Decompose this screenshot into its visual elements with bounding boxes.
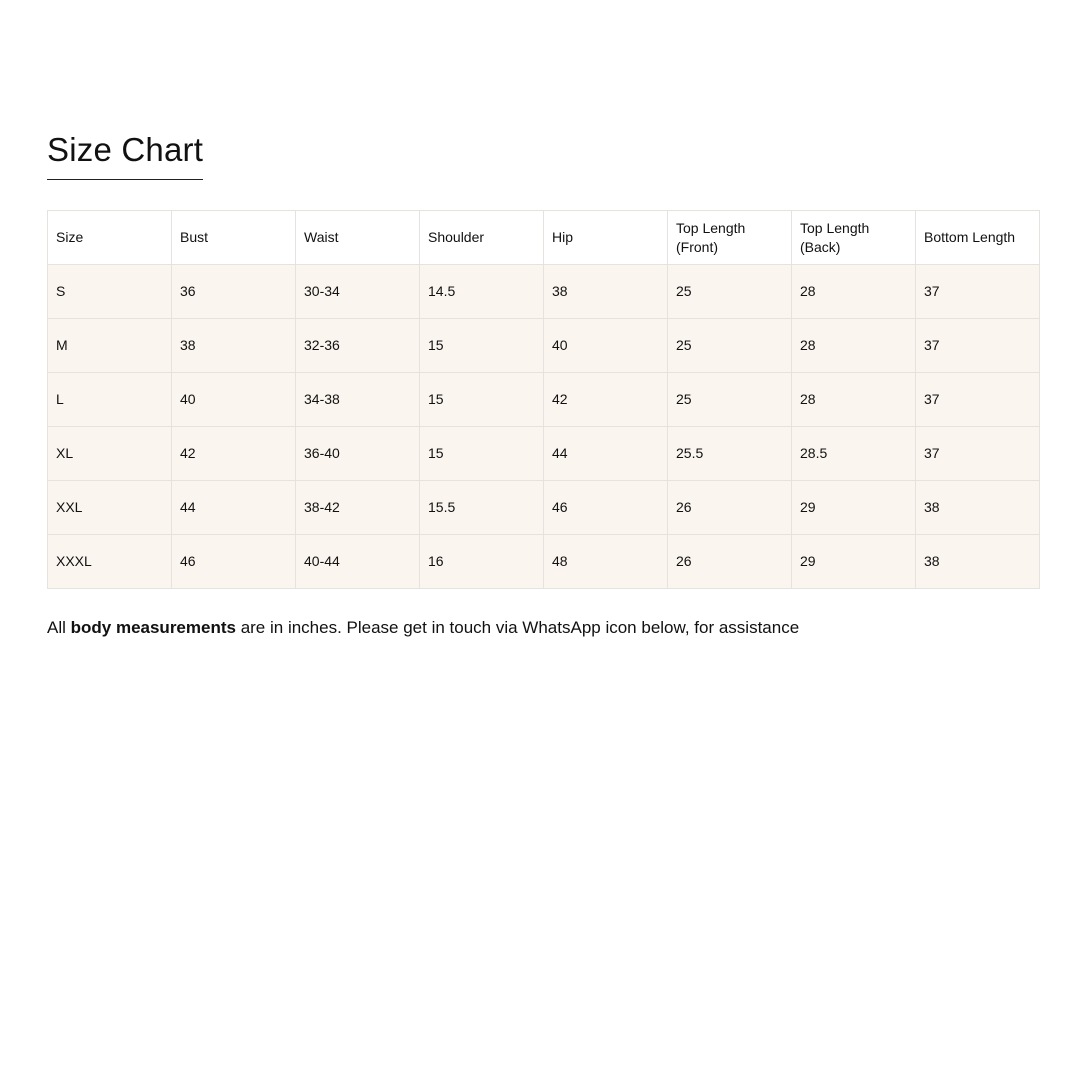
header-cell: Bottom Length xyxy=(916,211,1040,265)
table-cell: 29 xyxy=(792,535,916,589)
table-cell: M xyxy=(48,319,172,373)
note-suffix: are in inches. Please get in touch via WhatsApp icon below, for assistance xyxy=(235,618,800,637)
table-cell: 15 xyxy=(420,427,544,481)
table-cell: 26 xyxy=(668,481,792,535)
table-cell: L xyxy=(48,373,172,427)
table-cell: 15 xyxy=(420,319,544,373)
table-cell: 25.5 xyxy=(668,427,792,481)
table-cell: 25 xyxy=(668,265,792,319)
header-cell: Hip xyxy=(544,211,668,265)
table-cell: XXXL xyxy=(48,535,172,589)
table-cell: S xyxy=(48,265,172,319)
table-cell: XXL xyxy=(48,481,172,535)
table-header-row xyxy=(48,211,1040,265)
header-cell: Size xyxy=(48,211,172,265)
page-title: Size Chart xyxy=(47,131,204,168)
table-cell: 14.5 xyxy=(420,265,544,319)
header-cell: Top Length (Front) xyxy=(668,211,792,265)
table-cell: 42 xyxy=(172,427,296,481)
table-row xyxy=(48,319,1040,373)
table-cell: 36-40 xyxy=(296,427,420,481)
table-cell: 38 xyxy=(544,265,668,319)
table-cell: 25 xyxy=(668,373,792,427)
table-cell: 15.5 xyxy=(420,481,544,535)
table-row xyxy=(48,535,1040,589)
table-cell: 38 xyxy=(916,481,1040,535)
header-cell: Bust xyxy=(172,211,296,265)
table-cell: 40 xyxy=(544,319,668,373)
table-cell: 44 xyxy=(544,427,668,481)
table-cell: 40-44 xyxy=(296,535,420,589)
table-cell: 28 xyxy=(792,373,916,427)
table-cell: 36 xyxy=(172,265,296,319)
table-row xyxy=(48,427,1040,481)
header-cell: Top Length (Back) xyxy=(792,211,916,265)
table-cell: 16 xyxy=(420,535,544,589)
table-row xyxy=(48,373,1040,427)
table-cell: 28 xyxy=(792,319,916,373)
table-cell: 40 xyxy=(172,373,296,427)
table-row xyxy=(48,481,1040,535)
measurement-note xyxy=(47,617,799,639)
table-cell: 42 xyxy=(544,373,668,427)
table-cell: 25 xyxy=(668,319,792,373)
table-cell: 37 xyxy=(916,373,1040,427)
table-cell: 37 xyxy=(916,265,1040,319)
table-row xyxy=(48,265,1040,319)
table-cell: 26 xyxy=(668,535,792,589)
note-bold: body measurements xyxy=(70,618,236,637)
table-cell: 37 xyxy=(916,427,1040,481)
table-cell: XL xyxy=(48,427,172,481)
table-cell: 46 xyxy=(544,481,668,535)
table-cell: 38 xyxy=(172,319,296,373)
header-cell: Shoulder xyxy=(420,211,544,265)
table-cell: 32-36 xyxy=(296,319,420,373)
note-prefix: All xyxy=(47,618,71,637)
table-cell: 48 xyxy=(544,535,668,589)
header-cell: Waist xyxy=(296,211,420,265)
table-cell: 38 xyxy=(916,535,1040,589)
table-cell: 28 xyxy=(792,265,916,319)
table-cell: 30-34 xyxy=(296,265,420,319)
table-cell: 29 xyxy=(792,481,916,535)
table-cell: 44 xyxy=(172,481,296,535)
table-cell: 38-42 xyxy=(296,481,420,535)
table-cell: 46 xyxy=(172,535,296,589)
table-cell: 37 xyxy=(916,319,1040,373)
title-underline xyxy=(47,179,203,180)
table-cell: 15 xyxy=(420,373,544,427)
size-chart-table xyxy=(47,210,1040,589)
table-cell: 28.5 xyxy=(792,427,916,481)
table-cell: 34-38 xyxy=(296,373,420,427)
